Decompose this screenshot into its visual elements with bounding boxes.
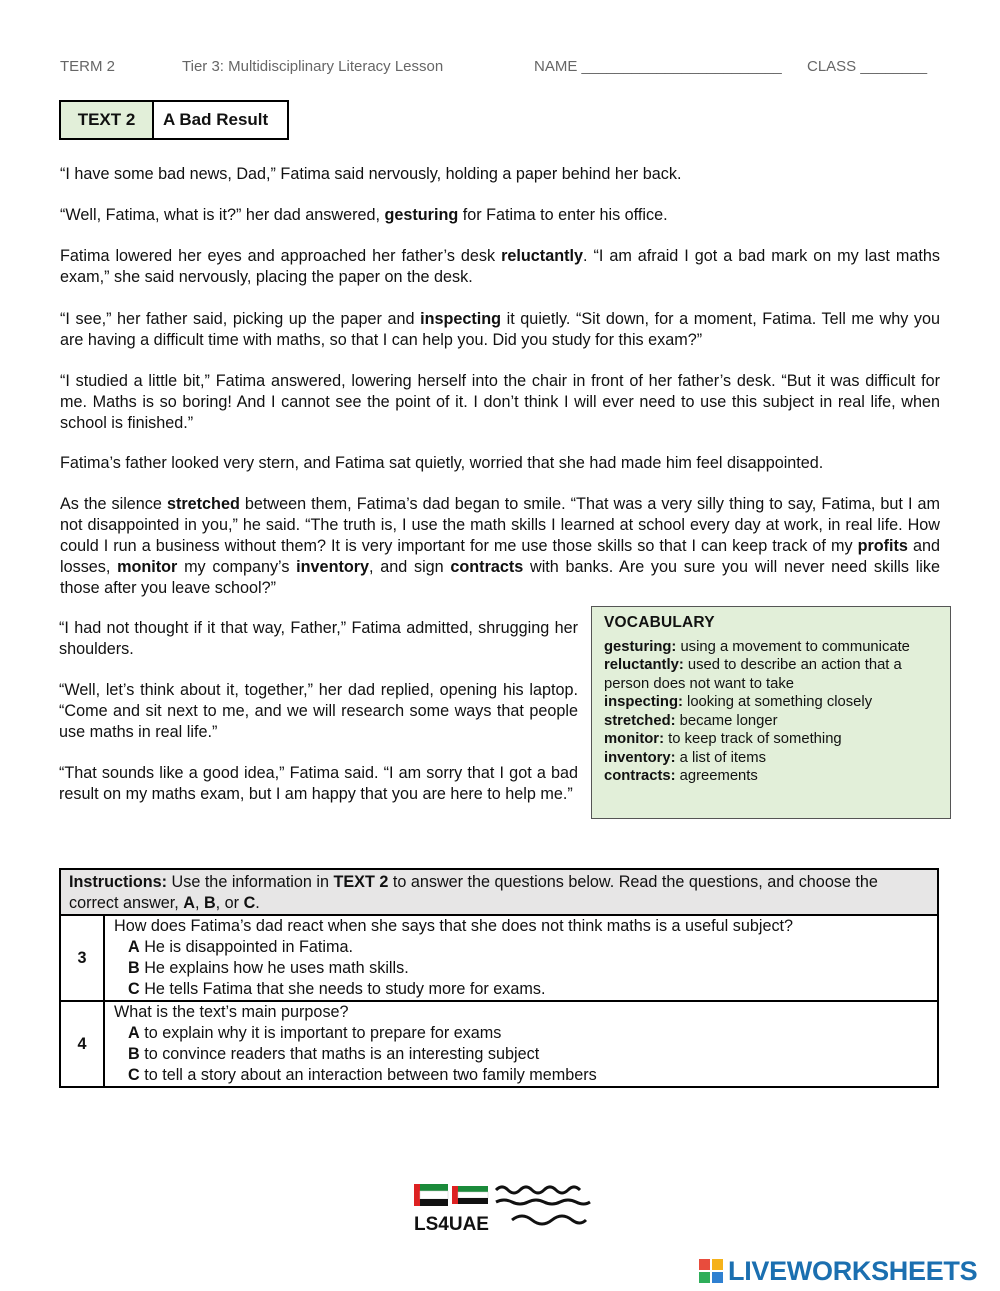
vocab-item: inspecting: looking at something closely [604, 694, 873, 710]
vocab-item: inventory: a list of items [604, 749, 766, 766]
instructions-label: Instructions: [69, 873, 168, 891]
key-word-profits: profits [857, 537, 908, 555]
question-text: How does Fatima’s dad react when she says that she does not think maths is a useful subject? [114, 917, 794, 935]
text-number: TEXT 2 [61, 102, 154, 138]
vocab-word-gesturing: gesturing [384, 206, 459, 224]
story-paragraph-5: “I studied a little bit,” Fatima answered, lowering herself into the chair in front of her father’s desk. “But it was difficult for me. Maths is so boring! And I cannot see the point of it. I don’t think I will ever need to use this subject in real life, when school is finished.” [60, 372, 940, 432]
story-paragraph-7: As the silence stretched between them, Fatima’s dad began to smile. “That was a very silly thing to say, Fatima, but I am not disappointed in you,” he said. “The truth is, I use the math skills I learned at school every day at work, in real life. How could I run a business without them? It is very important for me use those skills so that I can keep track of my profits and losses, monitor my company’s inventory, and sign contracts with banks. Are you sure you will never need skills like those after you leave school?” [60, 495, 940, 597]
page-header [60, 58, 940, 78]
liveworksheets-icon [698, 1258, 724, 1284]
vocabulary-box [591, 606, 951, 819]
answer-option-c[interactable]: C He tells Fatima that she needs to study more for exams. [128, 980, 546, 998]
vocab-item: contracts: agreements [604, 768, 758, 784]
story-paragraph-10: “That sounds like a good idea,” Fatima said. “I am sorry that I got a bad result on my maths exam, but I am happy that you are here to help me.” [59, 764, 578, 803]
answer-option-a[interactable]: A to explain why it is important to prepare for exams [128, 1024, 502, 1042]
story-paragraph-1: “I have some bad news, Dad,” Fatima said nervously, holding a paper behind her back. [60, 165, 682, 183]
question-number: 3 [61, 916, 105, 1000]
vocab-word-reluctantly: reluctantly [501, 247, 583, 265]
vocabulary-heading: VOCABULARY [604, 614, 715, 631]
question-row-4 [61, 1000, 937, 1086]
liveworksheets-badge[interactable] [698, 1256, 994, 1286]
ls4uae-logo [412, 1180, 592, 1234]
question-body [105, 916, 937, 1000]
story-paragraph-2: “Well, Fatima, what is it?” her dad answered, gesturing for Fatima to enter his office. [60, 206, 668, 224]
story-paragraph-4: “I see,” her father said, picking up the paper and inspecting it quietly. “Sit down, for a moment, Fatima. Tell me why you are having a difficult time with maths, so that I can help you. Did you study for this exam?” [60, 310, 940, 349]
vocab-word-monitor: monitor [117, 558, 178, 576]
vocab-word-stretched: stretched [166, 495, 240, 513]
vocab-item: stretched: became longer [604, 712, 778, 729]
logo-text: LS4UAE [414, 1214, 489, 1234]
text-title-box [59, 100, 289, 140]
text-title: A Bad Result [163, 110, 269, 129]
story-paragraph-9: “Well, let’s think about it, together,” her dad replied, opening his laptop. “Come and sit next to me, and we will research some ways that people use maths in real life.” [59, 681, 578, 741]
vocab-word-contracts: contracts [450, 558, 524, 576]
answer-option-b[interactable]: B He explains how he uses math skills. [128, 959, 409, 977]
term-label: TERM 2 [60, 58, 116, 75]
liveworksheets-text: LIVEWORKSHEETS [728, 1255, 978, 1286]
vocab-item: reluctantly: used to describe an action that a person does not want to take [604, 657, 902, 692]
question-row-3 [61, 916, 937, 1000]
vocab-word-inspecting: inspecting [420, 310, 502, 328]
story-paragraph-6: Fatima’s father looked very stern, and Fatima sat quietly, worried that she had made him feel disappointed. [60, 454, 824, 472]
vocab-item: gesturing: using a movement to communicate [604, 638, 910, 655]
questions-table [59, 868, 939, 1088]
answer-option-c[interactable]: C to tell a story about an interaction between two family members [128, 1066, 597, 1084]
question-number: 4 [61, 1002, 105, 1086]
answer-option-b[interactable]: B to convince readers that maths is an interesting subject [128, 1045, 540, 1063]
vocab-item: monitor: to keep track of something [604, 731, 842, 747]
uae-flag-icon [412, 1180, 592, 1234]
name-field[interactable]: NAME ________________________ [534, 58, 782, 75]
story-paragraph-8: “I had not thought if it that way, Father,” Fatima admitted, shrugging her shoulders. [59, 619, 578, 658]
class-field[interactable]: CLASS ________ [807, 58, 928, 75]
answer-option-a[interactable]: A He is disappointed in Fatima. [128, 938, 353, 956]
vocab-word-inventory: inventory [296, 558, 370, 576]
story-paragraph-3: Fatima lowered her eyes and approached her father’s desk reluctantly. “I am afraid I got a bad mark on my last maths exam,” she said nervously, placing the paper on the desk. [60, 247, 940, 286]
instructions-row: Instructions: Use the information in TEXT 2 to answer the questions below. Read the questions, and choose the correct answer, A, B, or C. [61, 870, 937, 916]
question-text: What is the text’s main purpose? [114, 1003, 349, 1021]
question-body [105, 1002, 937, 1086]
tier-label: Tier 3: Multidisciplinary Literacy Lesson [182, 58, 444, 75]
